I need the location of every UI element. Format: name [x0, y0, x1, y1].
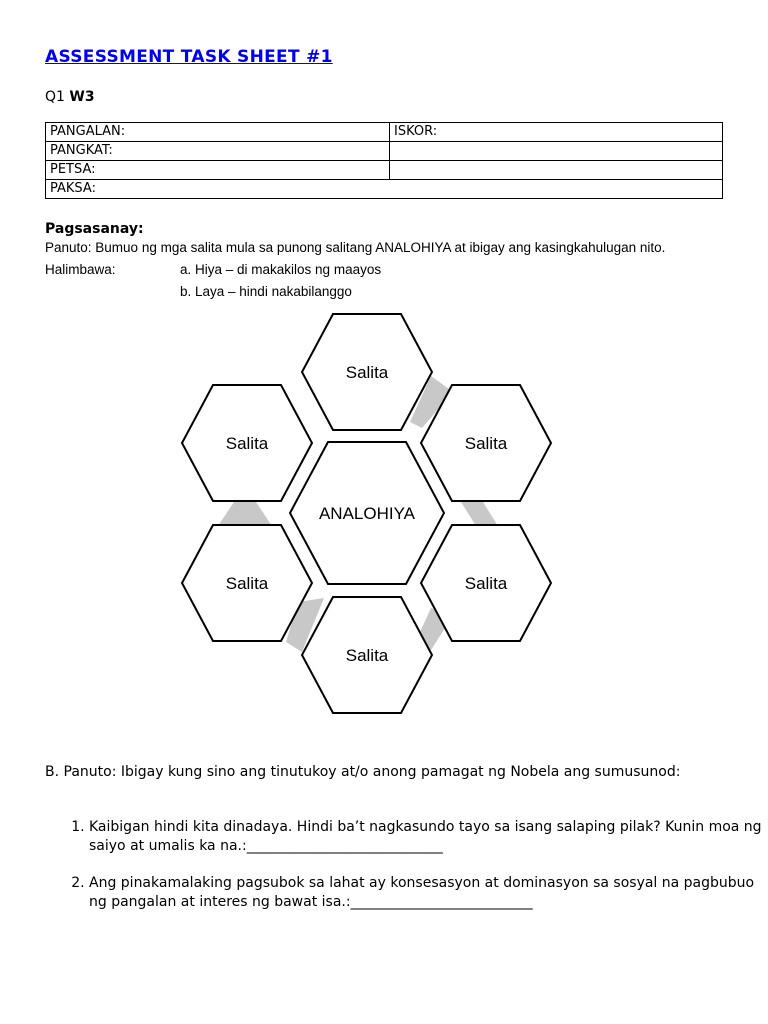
name-label: PANGALAN: — [50, 124, 126, 139]
hex-label-lower-left: Salita — [225, 574, 269, 593]
score-label: ISKOR: — [394, 124, 438, 139]
page-title: ASSESSMENT TASK SHEET #1 — [45, 47, 333, 67]
hex-label-top: Salita — [345, 363, 389, 382]
hex-label-bottom: Salita — [345, 646, 389, 665]
topic-label: PAKSA: — [50, 181, 96, 196]
topic-field[interactable] — [46, 180, 723, 199]
date-field[interactable] — [46, 161, 390, 180]
connector-left — [218, 502, 272, 526]
section-label: PANGKAT: — [50, 143, 113, 158]
example-b: b. Laya – hindi nakabilanggo — [180, 284, 352, 299]
question-item: 2. Ang pinakamalaking pagsubok sa lahat ay konsesasyon at dominasyon sa sosyal na pagbubuo ng pangalan at interes ng bawat isa.:__________________________ — [89, 874, 768, 912]
date-label: PETSA: — [50, 162, 96, 177]
example-a: a. Hiya – di makakilos ng maayos — [180, 262, 382, 277]
instruction-text: Panuto: Bumuo ng mga salita mula sa punong salitang ANALOHIYA at ibigay ang kasingkahulugan nito. — [45, 240, 666, 255]
quarter-code: Q1 — [45, 89, 65, 105]
connector-right — [461, 502, 498, 526]
week-code: W3 — [69, 89, 95, 105]
example-label: Halimbawa: — [45, 262, 116, 277]
hexagon-diagram — [178, 312, 554, 716]
part-b-instruction: B. Panuto: Ibigay kung sino ang tinutukoy at/o anong pamagat ng Nobela ang sumusunod: — [45, 764, 681, 780]
quarter-week-code — [45, 89, 95, 105]
section-title: Pagsasanay: — [45, 221, 144, 237]
name-field[interactable] — [46, 123, 390, 142]
section-field[interactable] — [46, 142, 390, 161]
hex-label-center: ANALOHIYA — [318, 504, 416, 523]
empty-cell — [390, 161, 723, 180]
student-info-table — [45, 122, 723, 199]
hex-label-upper-left: Salita — [225, 434, 269, 453]
empty-cell — [390, 142, 723, 161]
question-item: 1. Kaibigan hindi kita dinadaya. Hindi ba’t nagkasundo tayo sa isang salaping pilak? Kunin moa ng saiyo at umalis ka na.:____________________________ — [89, 818, 768, 856]
hex-label-upper-right: Salita — [464, 434, 508, 453]
question-list — [45, 818, 768, 930]
hex-label-lower-right: Salita — [464, 574, 508, 593]
score-field[interactable] — [390, 123, 723, 142]
